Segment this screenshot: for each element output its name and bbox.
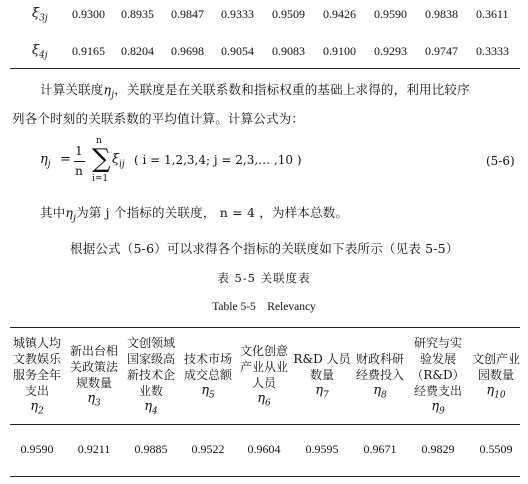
formula-lhs: $\eta_j$	[40, 152, 51, 170]
table-cell: 0.5509	[479, 442, 513, 456]
table-header-rule	[10, 424, 520, 425]
table-cell: 0.9426	[323, 7, 356, 21]
row-label: $\xi_{4j}$	[32, 43, 48, 61]
table-cell: 0.9590	[20, 442, 54, 456]
table-header-cell: 财政科研 经费投入 $\eta_8$	[355, 352, 404, 401]
fraction-bar	[74, 161, 85, 162]
formula-range: ( i = 1,2,3,4; j = 2,3,… ,10 )	[134, 153, 302, 167]
table-header-cell: 新出台相 关政策法 规数量 $\eta_3$	[69, 344, 118, 409]
paragraph-line: 计算关联度$\eta_j$，关联度是在关联系数和指标权重的基础上求得的，利用比较序	[40, 82, 470, 101]
table-caption-en: Table 5-5 Relevancy	[212, 301, 316, 313]
table-cell: 0.8204	[121, 44, 154, 58]
table-header-cell: 城镇人均 文教娱乐 服务全年 支出 $\eta_2$	[12, 336, 61, 417]
equation-number: (5-6)	[486, 154, 515, 168]
table-cell: 0.3333	[476, 44, 509, 58]
sigma-upper: n	[96, 136, 102, 146]
table-cell: 0.9509	[272, 7, 305, 21]
table-cell: 0.9747	[425, 44, 458, 58]
row-label: $\xi_{3j}$	[32, 6, 48, 24]
table-cell: 0.9165	[72, 44, 105, 58]
table-cell: 0.9211	[77, 442, 111, 456]
table-cell: 0.9333	[221, 7, 254, 21]
table-cell: 0.9604	[247, 442, 281, 456]
table-cell: 0.9671	[363, 442, 397, 456]
table-cell: 0.9083	[272, 44, 305, 58]
table-cell: 0.9590	[374, 7, 407, 21]
paragraph-line: 列各个时刻的关联系数的平均值计算。计算公式为：	[12, 111, 305, 126]
table-cell: 0.9300	[72, 7, 105, 21]
table-header-cell: 研究与实 验发展 （R&D） 经费支出 $\eta_9$	[411, 336, 465, 417]
relevancy-formula	[40, 136, 520, 190]
table-cell: 0.9838	[425, 7, 458, 21]
table-bottom-rule	[10, 476, 520, 477]
formula-numerator: 1	[75, 144, 83, 158]
paragraph-line: 其中$\eta_j$为第 j 个指标的关联度， n = 4 ，为样本总数。	[40, 205, 349, 224]
coefficient-row	[0, 0, 528, 30]
formula-equals: =	[60, 152, 71, 167]
table-cell: 0.3611	[476, 7, 509, 21]
sigma-lower: i=1	[92, 174, 109, 184]
table-cell: 0.9522	[191, 442, 225, 456]
coefficient-row	[0, 37, 528, 67]
table-header-cell: 文化创意 产业从业 人员 $\eta_6$	[239, 344, 288, 409]
table-cell: 0.9054	[221, 44, 254, 58]
table-header-cell: 文创产业 园数量 $\eta_{10}$	[471, 352, 520, 401]
table-cell: 0.9100	[323, 44, 356, 58]
paragraph-line: 根据公式（5-6）可以求得各个指标的关联度如下表所示（见表 5-5）	[70, 241, 459, 256]
table-cell: 0.9885	[134, 442, 168, 456]
table-cell: 0.9829	[421, 442, 455, 456]
table-cell: 0.9698	[171, 44, 204, 58]
sigma-symbol: ∑	[92, 144, 111, 174]
table-cell: 0.9847	[171, 7, 204, 21]
table-cell: 0.9595	[305, 442, 339, 456]
table-header-cell: 技术市场 成交总额 $\eta_5$	[183, 352, 232, 401]
table-cell: 0.9293	[374, 44, 407, 58]
table-top-rule	[10, 327, 520, 328]
formula-body: $\xi_{ij}$	[112, 152, 125, 170]
formula-denominator: n	[75, 164, 83, 178]
table-header-cell: R&D 人员 数量 $\eta_7$	[293, 352, 351, 401]
table-bottom-rule	[10, 68, 520, 69]
table-cell: 0.8935	[121, 7, 154, 21]
table-caption-cn: 表 5-5 关联度表	[217, 271, 311, 285]
table-header-cell: 文创领域 国家级高 新技术企 业数 $\eta_4$	[126, 336, 175, 417]
